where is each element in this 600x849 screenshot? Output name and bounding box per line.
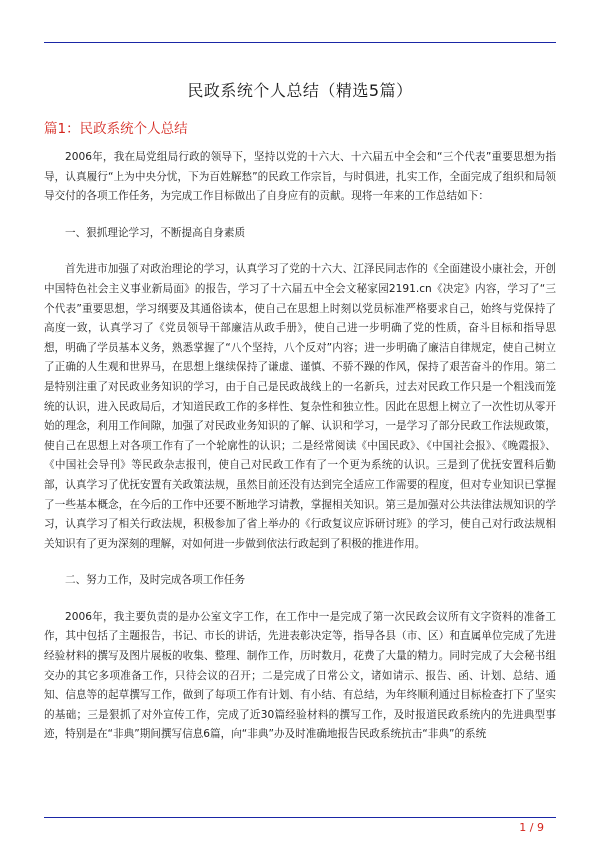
section-heading: 篇1：民政系统个人总结 [44,121,188,137]
body-paragraph-work: 2006年，我主要负责的是办公室文字工作，在工作中一是完成了第一次民政会议所有文字资料的准备工作，其中包括了主题报告，书记、市长的讲话，先进表彰决定等，指导各县（市、区）和直属单位完成了先进经验材料的撰写及图片展板的收集、整理、制作工作，历时数月，花费了大量的精力。同时完成了大会秘书组交办的其它多项准备工作，只待会议的召开；二是完成了日常公文，诸如请示、报告、函、计划、总结、通知、信息等的起草撰写工作，做到了每项工作有计划、有小结、有总结，为年终顺利通过目标检查打下了坚实的基础；三是狠抓了对外宣传工作，完成了近30篇经验材料的撰写工作，及时报道民政系统内的先进典型事迹，特别是在“非典”期间撰写信息6篇，向“非典”办及时准确地报告民政系统抗击“非典”的系统 [44,610,556,741]
footer-rule [44,817,556,818]
body-paragraph-theory: 首先进市加强了对政治理论的学习，认真学习了党的十六大、江泽民同志作的《全面建设小康社会，开创中国特色社会主义事业新局面》的报告，学习了十六届五中全会文秘家园2191.cn《决定》内容，学习了“三个代表”重要思想，学习纲要及其通俗读本，使自己在思想上时刻以党员标准严格要求自己，始终与党保持了高度一致，认真学习了《党员领导干部廉洁从政手册》，使自己进一步明确了党的性质，奋斗目标和指导思想，明确了学员基本义务，熟悉掌握了“八个坚持，八个反对”内容；进一步明确了廉洁自律规定，使自己树立了正确的人生观和世界马，在思想上继续保持了谦虚、谨慎、不骄不躁的作风，保持了艰苦奋斗的作用。第二是特别注重了对民政业务知识的学习，由于自己是民政战线上的一名新兵，过去对民政工作只是一个粗浅而笼统的认识，进入民政局后，才知道民政工作的多样性、复杂性和独立性。因此在思想上树立了一次性切从零开始的理念，利用工作间隙，加强了对民政业务知识的了解、认识和学习，一是学习了部分民政工作法规政策，使自己在思想上对各项工作有了一个轮廓性的认识；二是经常阅读《中国民政》、《中国社会报》、《晚霞报》、《中国社会导刊》等民政杂志报刊，使自己对民政工作有了一个更为系统的认识。三是到了优抚安置科后勤部，认真学习了优抚安置有关政策法规，虽然目前还没有达到完全适应工作需要的程度，但对专业知识已掌握了一些基本概念，在今后的工作中还要不断地学习请教，掌握相关知识。第三是加强对公共法律法规知识的学习，认真学习了相关行政法规，积极参加了省上举办的《行政复议应诉研讨班》的学习，使自己对行政法规相关知识有了更为深刻的理解，对如何进一步做到依法行政起到了积极的推进作用。 [44,263,556,550]
document-title: 民政系统个人总结（精选5篇） [187,81,413,100]
header-rule [44,42,556,43]
page-indicator: 1 / 9 [519,821,544,834]
subheading-theory-study: 一、狠抓理论学习，不断提高自身素质 [65,226,246,239]
subheading-work-tasks: 二、努力工作，及时完成各项工作任务 [65,574,246,587]
body-paragraph-intro: 2006年，我在局党组局行政的领导下，坚持以党的十六大、十六届五中全会和“三个代表”重要思想为指导，认真履行“上为中央分忧，下为百姓解愁”的民政工作宗旨，与时俱进，扎实工作，全面完成了组织和局领导交付的各项工作任务，为完成工作目标做出了自身应有的贡献。现将一年来的工作总结如下： [44,151,556,203]
document-body [44,148,556,745]
